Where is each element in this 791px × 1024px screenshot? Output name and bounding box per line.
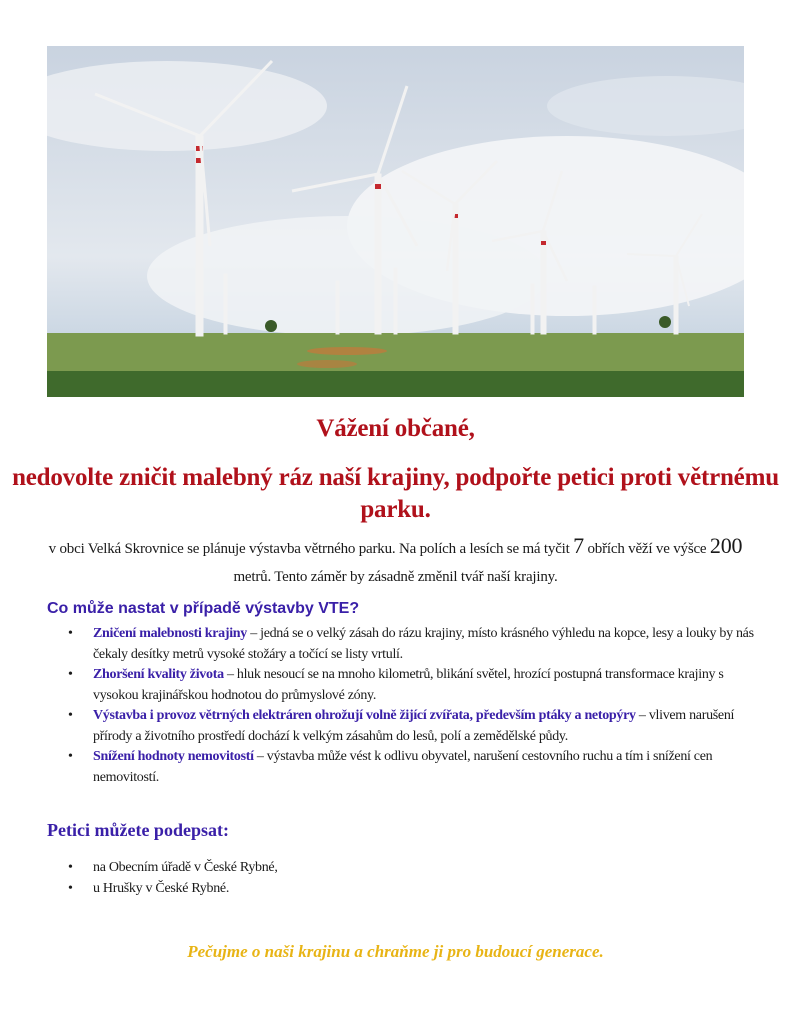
- bullet-icon: •: [68, 708, 73, 723]
- intro-text-2: obřích věží ve výšce: [583, 541, 710, 557]
- wind-turbines-photo: [47, 46, 744, 397]
- turbine-count: 7: [573, 533, 584, 558]
- turbine-height: 200: [709, 533, 743, 558]
- bullet-icon: •: [68, 749, 73, 764]
- list-item: [65, 879, 755, 900]
- sign-heading: Petici můžete podepsat:: [47, 820, 229, 840]
- landscape-illustration: [47, 46, 744, 397]
- risk-title: Zničení malebnosti krajiny: [93, 626, 247, 641]
- sign-location: u Hrušky v České Rybné.: [93, 880, 230, 896]
- list-item: [65, 665, 755, 706]
- intro-text-3: metrů. Tento záměr by zásadně změnil tvář naší krajiny.: [233, 569, 558, 585]
- bullet-icon: •: [68, 667, 73, 682]
- bullet-icon: •: [68, 860, 73, 875]
- intro-paragraph: [30, 532, 761, 591]
- footer-slogan: Pečujme o naši krajinu a chraňme ji pro budoucí generace.: [187, 942, 604, 961]
- risks-heading: Co může nastat v případě výstavby VTE?: [47, 600, 360, 617]
- risk-title: Zhoršení kvality života: [93, 667, 224, 682]
- bullet-icon: •: [68, 880, 73, 896]
- risks-list: [65, 624, 755, 788]
- risk-text: – jedná se o velký zásah do rázu krajiny, místo krásného výhledu na kopce, lesy a louky by nás čekaly desítky metrů vysoké stožáry a točící se listy vrtulí.: [93, 626, 754, 662]
- bullet-icon: •: [68, 626, 73, 641]
- risk-text: – výstavba může vést k odlivu obyvatel, narušení cestovního ruchu a tím i snížení cen nemovitostí.: [93, 749, 713, 785]
- list-item: [65, 706, 755, 747]
- risk-title: Snížení hodnoty nemovitostí: [93, 749, 254, 764]
- intro-text-1: v obci Velká Skrovnice se plánuje výstavba větrného parku. Na polích a lesích se má tyčit: [48, 541, 574, 557]
- risk-text: – vlivem narušení přírody a životního prostředí dochází k velkým zásahům do lesů, polí a zemědělské půdy.: [93, 708, 735, 744]
- list-item: [65, 747, 755, 788]
- sign-location: na Obecním úřadě v České Rybné,: [93, 860, 278, 875]
- risk-title: Výstavba i provoz větrných elektráren ohrožují volně žijící zvířata, především ptáky a netopýry: [93, 708, 636, 723]
- main-heading: nedovolte zničit malebný ráz naší krajiny, podpořte petici proti větrnému parku.: [12, 464, 779, 523]
- list-item: [65, 858, 755, 879]
- risk-text: – hluk nesoucí se na mnoho kilometrů, blikání světel, hrozící postupná transformace krajiny s vysokou krajinářskou hodnotou do průmyslové zóny.: [93, 667, 724, 703]
- list-item: [65, 624, 755, 665]
- greeting-heading: Vážení občané,: [316, 415, 475, 442]
- sign-locations-list: [65, 858, 755, 899]
